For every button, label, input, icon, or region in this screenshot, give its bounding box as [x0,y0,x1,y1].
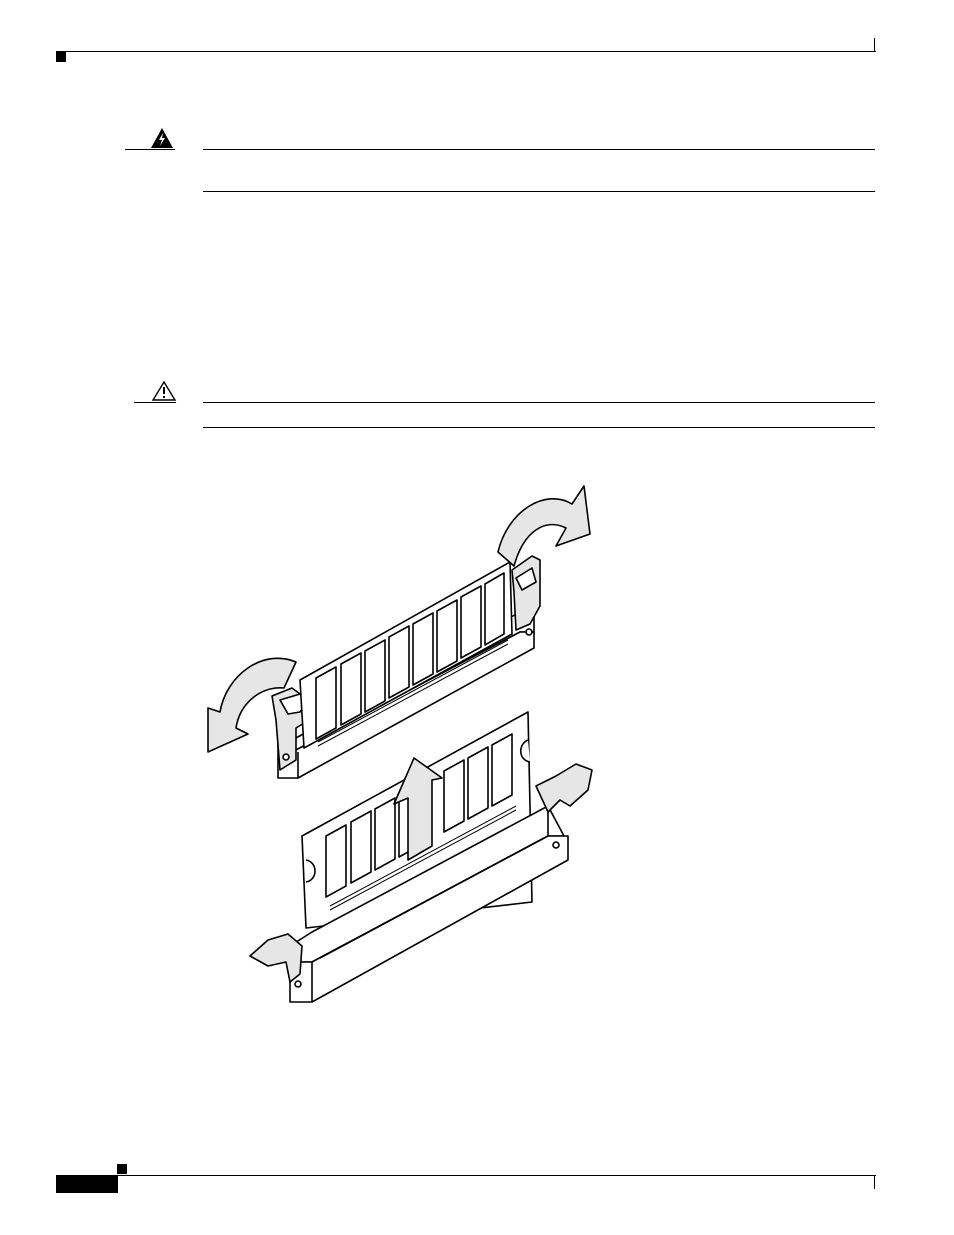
footer-tick [874,1175,875,1189]
ejector-arrow-right [498,486,590,566]
footer-rule [56,1175,876,1176]
upper-dimm-module [300,562,512,748]
footer-tab [56,1175,118,1193]
footer-marker [117,1164,127,1174]
